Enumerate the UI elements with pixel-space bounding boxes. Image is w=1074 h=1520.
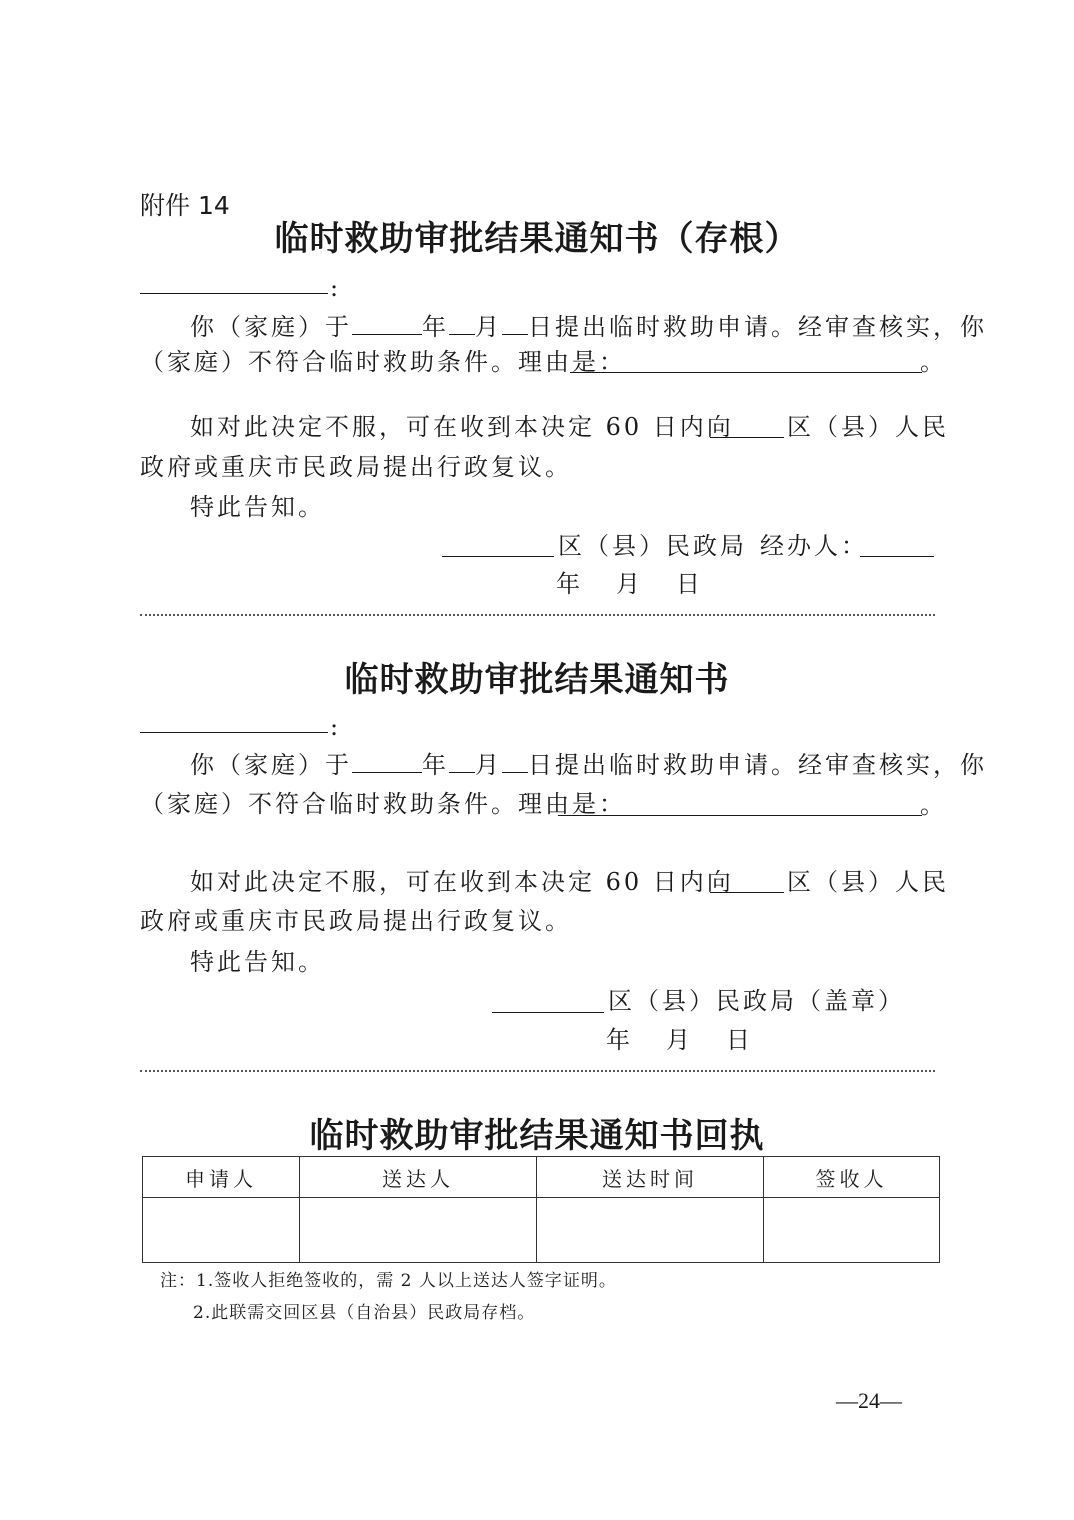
stub-day-blank[interactable] — [502, 312, 528, 335]
header-recipient: 签收人 — [764, 1157, 940, 1198]
stub-handler-label: 经办人： — [760, 532, 868, 560]
receipt-input-row — [143, 1198, 940, 1263]
stub-bureau: 区（县）民政局 — [558, 532, 747, 560]
stub-date: 年 月 日 — [556, 570, 706, 598]
stub-reason-blank[interactable] — [570, 372, 922, 373]
stub-notice: 特此告知。 — [190, 493, 325, 521]
receipt-table — [142, 1156, 940, 1263]
cut-line-1 — [140, 614, 935, 616]
notice-appeal-district: 区（县）人民 — [787, 868, 949, 896]
notice-line1 — [190, 750, 987, 777]
stub-line1 — [190, 312, 987, 339]
notice-month-label: 月 — [475, 751, 502, 779]
stub-appeal-cont: 政府或重庆市民政局提出行政复议。 — [140, 453, 572, 481]
applicant-cell[interactable] — [143, 1198, 300, 1263]
notice-appeal-cont: 政府或重庆市民政局提出行政复议。 — [140, 907, 572, 935]
notice-year-blank[interactable] — [352, 750, 422, 773]
cut-line-2 — [140, 1070, 935, 1072]
notice-line1-text: 你（家庭）于 — [190, 751, 352, 779]
addressee-colon: : — [330, 274, 342, 302]
stub-bureau-blank[interactable] — [442, 556, 554, 557]
stub-year-label: 年 — [422, 313, 449, 341]
notice-year-label: 年 — [422, 751, 449, 779]
delivery-time-cell[interactable] — [537, 1198, 764, 1263]
stub-title: 临时救助审批结果通知书（存根） — [274, 219, 800, 259]
notice-notice: 特此告知。 — [190, 948, 325, 976]
header-applicant: 申请人 — [143, 1157, 300, 1198]
notice-day-blank[interactable] — [502, 750, 528, 773]
page-number: —24— — [836, 1388, 902, 1413]
notice-addressee-blank[interactable] — [140, 732, 328, 733]
stub-month-blank[interactable] — [449, 312, 475, 335]
notice-reason-blank[interactable] — [558, 815, 922, 816]
receipt-title: 临时救助审批结果通知书回执 — [309, 1116, 765, 1156]
receipt-note-1: 注：1.签收人拒绝签收的，需 2 人以上送达人签字证明。 — [160, 1271, 617, 1291]
stub-line2-text: （家庭）不符合临时救助条件。理由是： — [140, 348, 626, 376]
notice-month-blank[interactable] — [449, 750, 475, 773]
notice-bureau: 区（县）民政局（盖章） — [608, 987, 905, 1015]
stub-handler-blank[interactable] — [860, 556, 934, 557]
header-delivery-time: 送达时间 — [537, 1157, 764, 1198]
stub-year-blank[interactable] — [352, 312, 422, 335]
notice-appeal-text: 如对此决定不服，可在收到本决定 60 日内向 — [190, 868, 734, 896]
attachment-label: 附件 14 — [140, 191, 230, 220]
notice-line2-end: 。 — [920, 791, 947, 819]
notice-line2-text: （家庭）不符合临时救助条件。理由是： — [140, 790, 626, 818]
stub-appeal-district: 区（县）人民 — [787, 413, 949, 441]
notice-date: 年 月 日 — [606, 1026, 756, 1054]
stub-appeal-text: 如对此决定不服，可在收到本决定 60 日内向 — [190, 413, 734, 441]
notice-bureau-blank[interactable] — [492, 1012, 604, 1013]
stub-line1-text: 你（家庭）于 — [190, 313, 352, 341]
addressee-blank[interactable] — [140, 293, 328, 294]
deliverer-cell[interactable] — [300, 1198, 537, 1263]
notice-addressee-colon: : — [330, 713, 342, 741]
receipt-header-row — [143, 1157, 940, 1198]
stub-district-blank[interactable] — [710, 437, 784, 438]
stub-day-text: 日提出临时救助申请。经审查核实，你 — [528, 313, 987, 341]
receipt-note-2: 2.此联需交回区县（自治县）民政局存档。 — [193, 1303, 536, 1323]
header-deliverer: 送达人 — [300, 1157, 537, 1198]
recipient-cell[interactable] — [764, 1198, 940, 1263]
stub-line2-end: 。 — [920, 348, 947, 376]
notice-day-text: 日提出临时救助申请。经审查核实，你 — [528, 751, 987, 779]
notice-district-blank[interactable] — [710, 892, 784, 893]
stub-month-label: 月 — [475, 313, 502, 341]
stub-line2 — [140, 350, 626, 374]
notice-title: 临时救助审批结果通知书 — [344, 660, 730, 700]
